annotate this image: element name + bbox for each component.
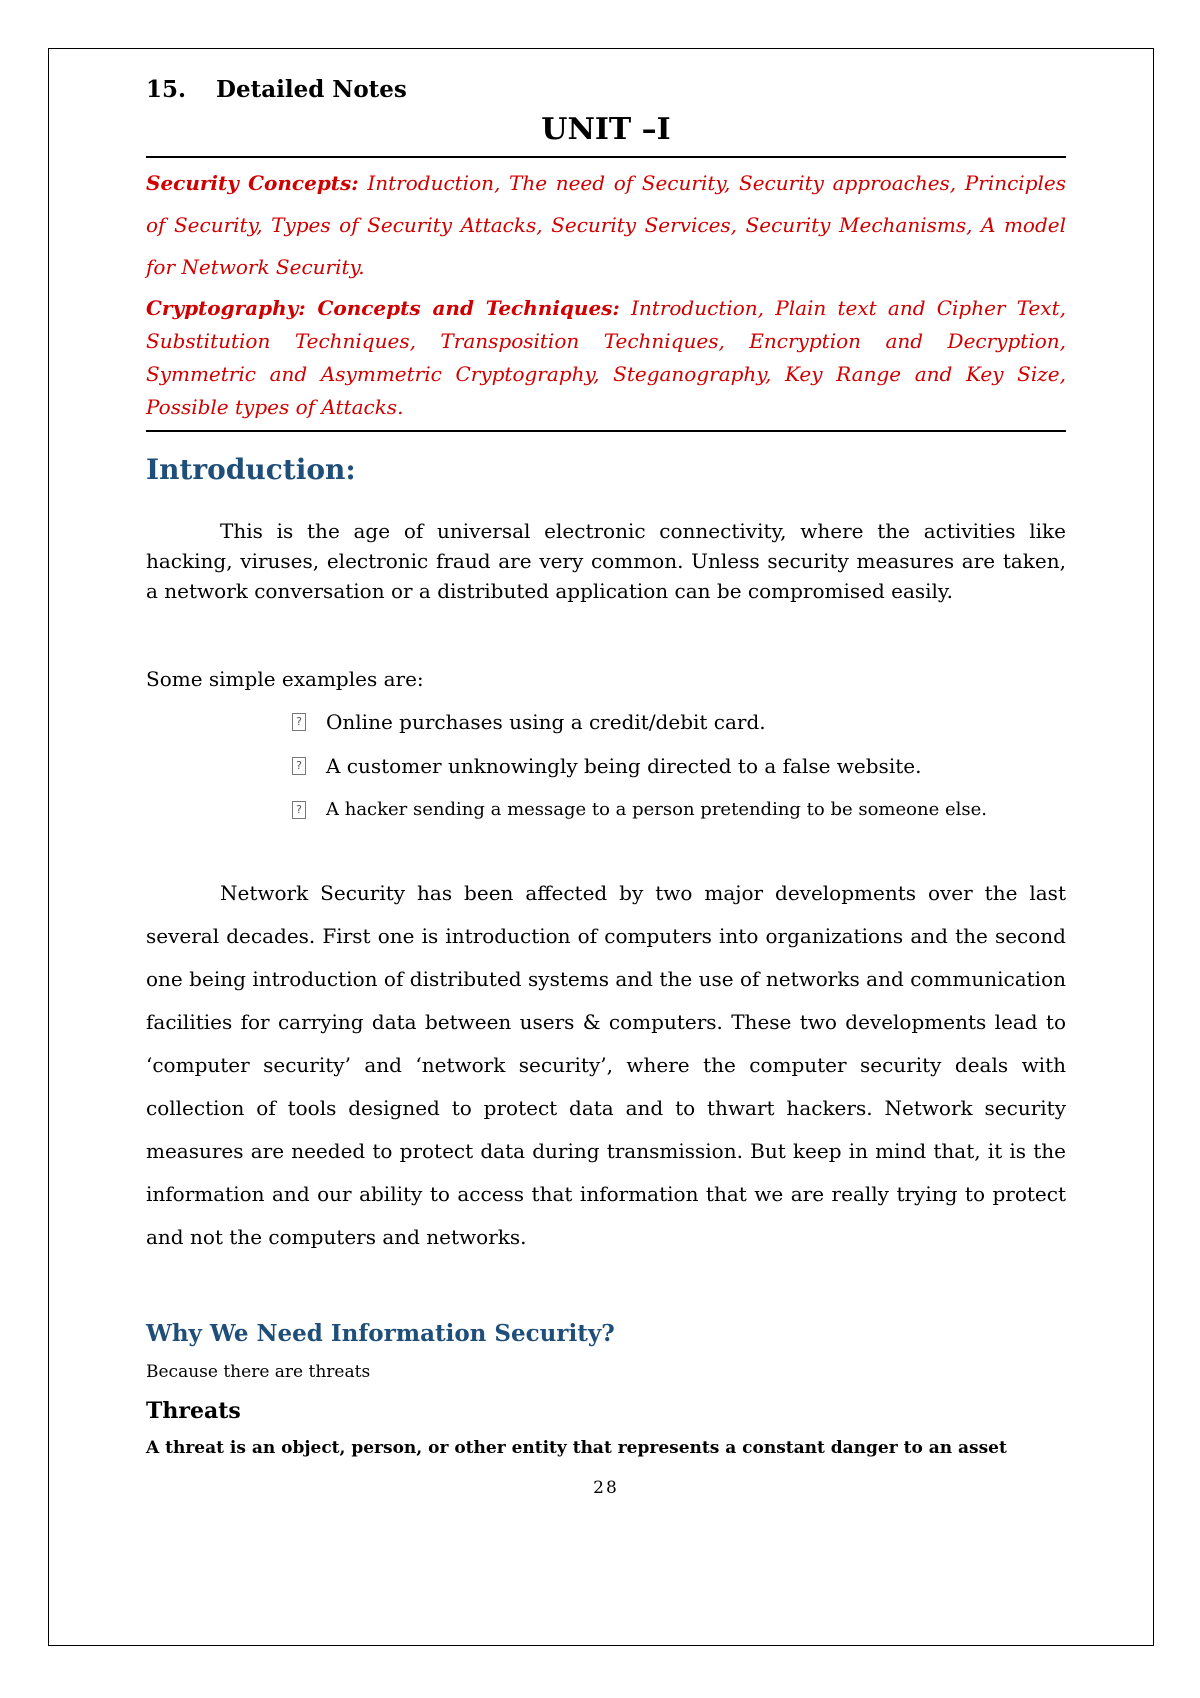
section-title: Detailed Notes <box>216 76 407 103</box>
why-security-answer: Because there are threats <box>146 1362 371 1382</box>
section-number: 15. <box>146 76 187 103</box>
why-security-heading: Why We Need Information Security? <box>146 1320 615 1347</box>
bullet-missing-glyph-icon: ? <box>292 757 306 775</box>
syllabus-cryptography <box>146 288 1066 430</box>
threats-heading: Threats <box>146 1398 241 1424</box>
bullet-missing-glyph-icon: ? <box>292 713 306 731</box>
page-content <box>146 72 1066 1501</box>
examples-label: Some simple examples are: <box>146 667 424 691</box>
page-number: 28 <box>593 1478 619 1498</box>
syllabus-security-label: Security Concepts: <box>146 171 359 195</box>
unit-title: UNIT –I <box>146 108 1066 158</box>
syllabus-crypto-topics: Introduction, Plain text and Cipher Text, Substitution Techniques, Transposition Techniques, Encryption and Decryption, Symmetric and Asymmetric Cryptography, Steganography, Key Range and Key Size, Possible types of Attacks. <box>146 296 1066 419</box>
example-text: A customer unknowingly being directed to a false website. <box>326 754 922 778</box>
example-text: Online purchases using a credit/debit card. <box>326 710 766 734</box>
section-heading <box>146 72 1066 108</box>
examples-list <box>146 700 1066 832</box>
example-text: A hacker sending a message to a person pretending to be someone else. <box>326 799 987 820</box>
list-item <box>292 700 1066 744</box>
bullet-missing-glyph-icon: ? <box>292 801 306 819</box>
list-item <box>292 788 1066 832</box>
introduction-paragraph: This is the age of universal electronic connectivity, where the activities like hacking, viruses, electronic fraud are very common. Unless security measures are taken, a network conversation or a distributed application can be compromised easily. <box>146 519 1066 603</box>
threat-definition: A threat is an object, person, or other entity that represents a constant danger to an asset <box>146 1438 1007 1458</box>
syllabus-security-concepts <box>146 158 1066 288</box>
network-security-paragraph: Network Security has been affected by two major developments over the last several decades. First one is introduction of computers into organizations and the second one being introduction of distributed systems and the use of networks and communication facilities for carrying data between users & computers. These two developments lead to ‘computer security’ and ‘network security’, where the computer security deals with collection of tools designed to protect data and to thwart hackers. Network security measures are needed to protect data during transmission. But keep in mind that, it is the information and our ability to access that information that we are really trying to protect and not the computers and networks. <box>146 881 1066 1249</box>
syllabus-crypto-label: Cryptography: Concepts and Techniques: <box>146 296 620 320</box>
syllabus-block <box>146 158 1066 430</box>
list-item <box>292 744 1066 788</box>
introduction-heading: Introduction: <box>146 453 356 486</box>
syllabus-divider <box>146 430 1066 432</box>
syllabus-security-topics: Introduction, The need of Security, Security approaches, Principles of Security, Types of Security Attacks, Security Services, Security Mechanisms, A model for Network Security. <box>146 171 1066 279</box>
